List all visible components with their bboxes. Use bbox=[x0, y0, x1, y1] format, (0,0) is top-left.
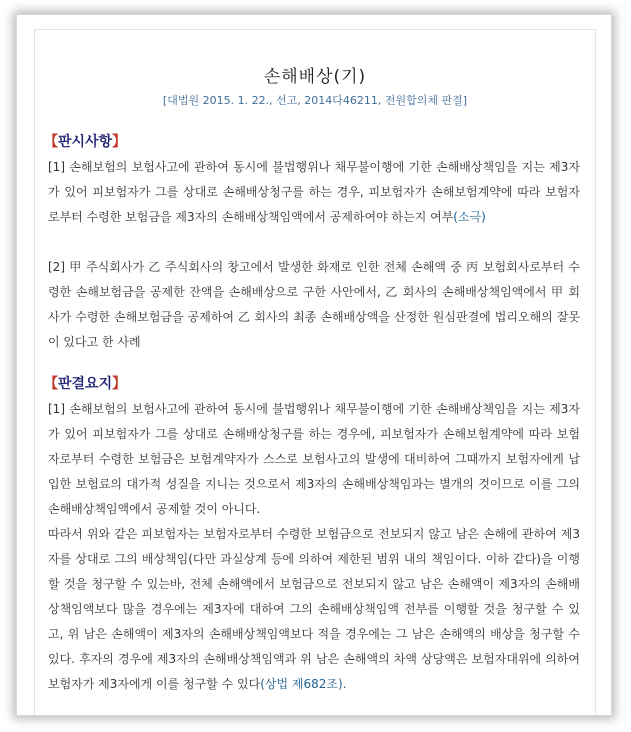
bracket-open: 【 bbox=[44, 134, 58, 150]
document-frame bbox=[16, 14, 612, 716]
section-heading-label: 판시사항 bbox=[58, 134, 113, 150]
section-heading-holding bbox=[44, 131, 126, 151]
judgment-item-1-note: (상법 제682조). bbox=[260, 677, 347, 691]
document-body bbox=[34, 29, 596, 716]
page-title: 손해배상(기) bbox=[263, 67, 367, 87]
holding-item-1-text: [1] 손해보험의 보험사고에 관하여 동시에 불법행위나 채무불이행에 기한 손해배상책임을 지는 제3자가 있어 피보험자가 그를 상대로 손해배상청구를 하는 경우, 피보험자가 손해보험계약에 따라 보험자로부터 수령한 보험금을 제3자의 손해배상책임액에서 공제하여야 하는지 여부 bbox=[48, 160, 580, 224]
case-citation: [대법원 2015. 1. 22., 선고, 2014다46211, 전원합의체 판결] bbox=[162, 94, 468, 107]
judgment-item-1 bbox=[48, 397, 580, 522]
section-heading-label: 판결요지 bbox=[58, 376, 113, 392]
holding-item-2-text: [2] 甲 주식회사가 乙 주식회사의 창고에서 발생한 화재로 인한 전체 손해액 중 丙 보험회사로부터 수령한 손해보험금을 공제한 잔액을 손해배상으로 구한 사안에서, 乙 회사의 손해배상책임액에서 甲 회사가 수령한 손해보험금을 공제하여 乙 회사의 최종 손해배상액을 산정한 원심판결에 법리오해의 잘못이 있다고 한 사례 bbox=[48, 260, 580, 349]
judgment-item-1-cont-text: 따라서 위와 같은 피보험자는 보험자로부터 수령한 보험금으로 전보되지 않고 남은 손해에 관하여 제3자를 상대로 그의 배상책임(다만 과실상계 등에 의하여 제한된 범위 내의 책임이다. 이하 같다)을 이행할 것을 청구할 수 있는바, 전체 손해액에서 보험금으로 전보되지 않고 남은 손해액이 제3자의 손해배상책임액보다 많을 경우에는 제3자에 대하여 그의 손해배상책임액 전부를 이행할 것을 청구할 수 있고, 위 남은 손해액이 제3자의 손해배상책임액보다 적을 경우에는 그 남은 손해액의 배상을 청구할 수 있다. 후자의 경우에 제3자의 손해배상책임액과 위 남은 손해액의 차액 상당액은 보험자대위에 의하여 보험자가 제3자에게 이를 청구할 수 있다 bbox=[48, 527, 580, 691]
bracket-open: 【 bbox=[44, 376, 58, 392]
judgment-item-1-text: [1] 손해보험의 보험사고에 관하여 동시에 불법행위나 채무불이행에 기한 손해배상책임을 지는 제3자가 있어 피보험자가 그를 상대로 손해배상청구를 하는 경우에, 피보험자가 손해보험계약에 따라 보험자로부터 수령한 보험금은 보험계약자가 스스로 보험사고의 발생에 대비하여 그때까지 보험자에게 납입한 보험료의 대가적 성질을 지니는 것으로서 제3자의 손해배상책임과는 별개의 것이므로 이를 그의 손해배상책임액에서 공제할 것이 아니다. bbox=[48, 402, 580, 516]
judgment-item-1-continuation bbox=[48, 522, 580, 697]
holding-item-1 bbox=[48, 155, 580, 230]
holding-item-1-note: (소극) bbox=[453, 210, 486, 224]
holding-item-2 bbox=[48, 255, 580, 355]
bracket-close: 】 bbox=[112, 376, 127, 392]
bracket-close: 】 bbox=[112, 134, 127, 150]
section-heading-judgment bbox=[44, 373, 126, 393]
